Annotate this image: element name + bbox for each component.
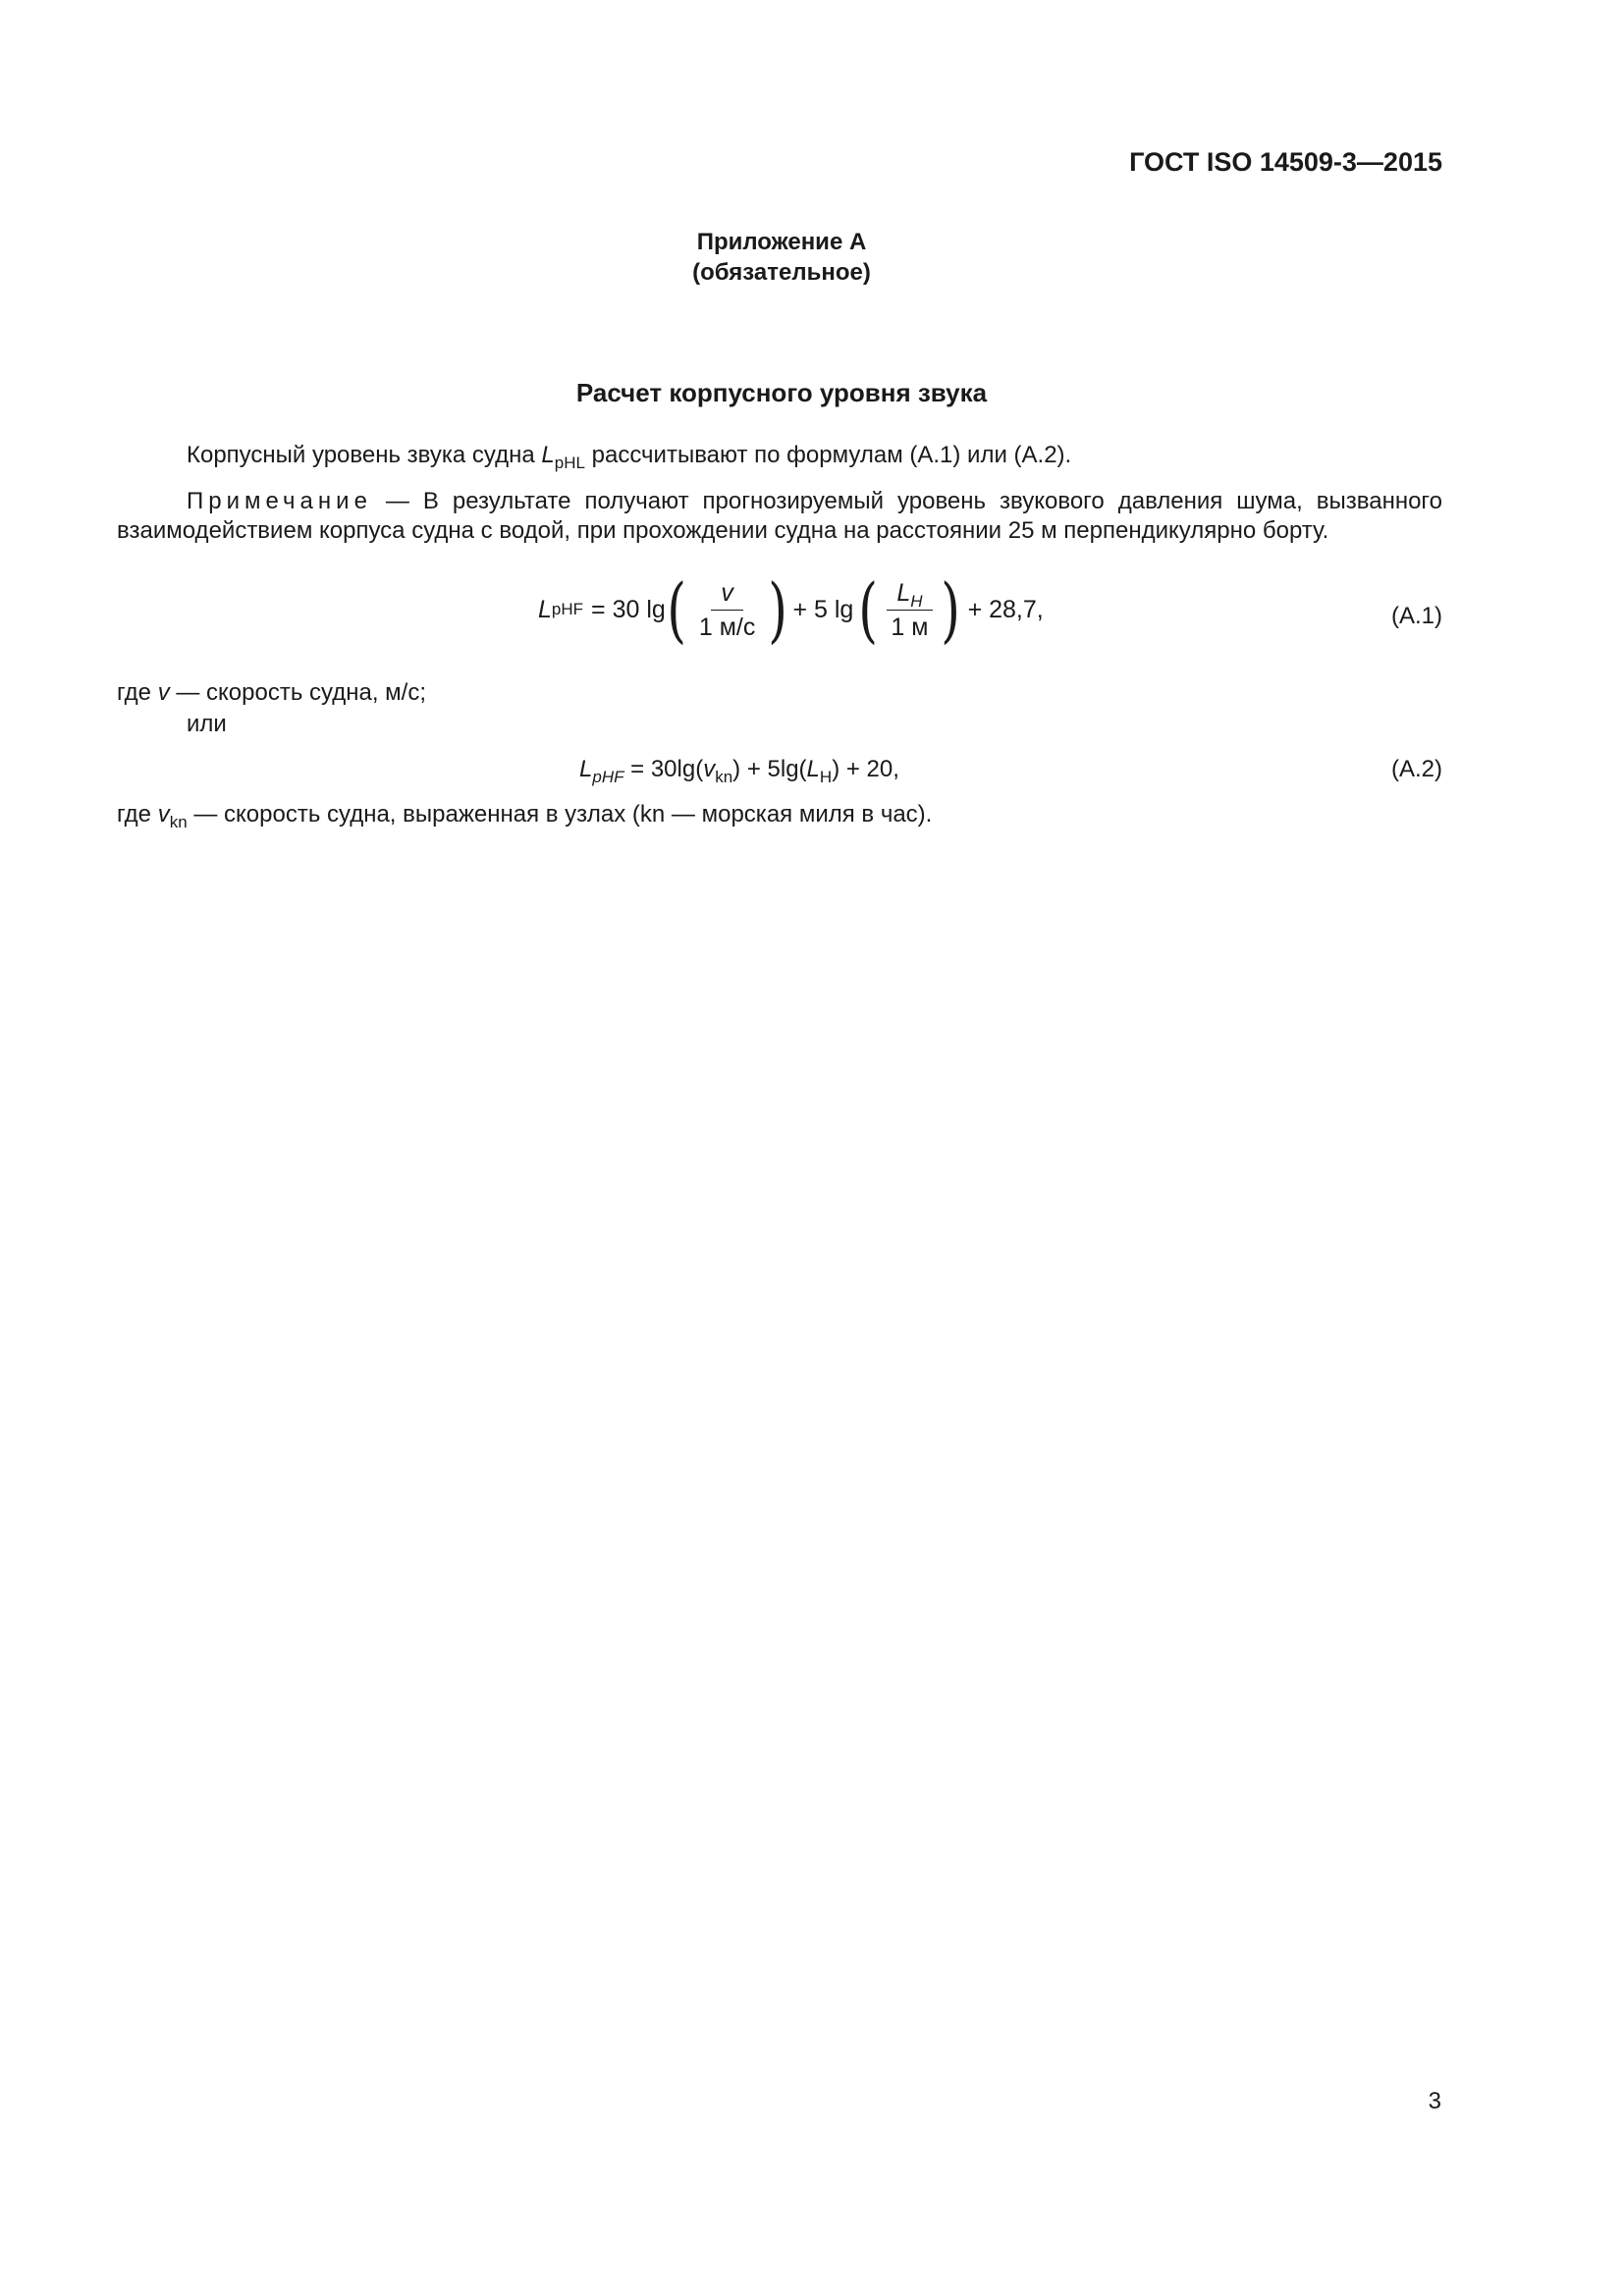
annex-title: Приложение А — [696, 229, 867, 255]
note-text-1: — В результате получают прогнозируемый уровень звукового давления шума, вызванного — [371, 488, 1442, 514]
fraction-numerator-subscript: H — [910, 591, 923, 611]
formula-a1-fraction-length — [883, 579, 936, 641]
formula-a2-var-v: v — [703, 756, 716, 782]
where-prefix: где — [117, 679, 158, 706]
fraction-numerator-v: v — [711, 579, 743, 611]
equation-number-a2: (А.2) — [1390, 756, 1442, 782]
formula-a2-part-2: ) + 5lg( — [732, 756, 807, 782]
note-line-2: взаимодействием корпуса судна с водой, при прохождении судна на расстоянии 25 м перпендикулярно борту. — [117, 517, 1329, 544]
formula-a2-part-3: ) + 20, — [832, 756, 899, 782]
fraction-denominator-ms: 1 м/с — [698, 613, 756, 641]
where2-var-v: v — [157, 801, 170, 828]
section-title: Расчет корпусного уровня звука — [575, 378, 988, 407]
where-var-v: v — [157, 679, 170, 706]
left-paren-icon: ( — [667, 568, 686, 651]
note-line-1 — [187, 488, 1442, 515]
formula-a1-lhs: L — [538, 595, 552, 623]
page-number: 3 — [1428, 2088, 1441, 2114]
formula-a1-coef-30: = 30 lg — [591, 595, 666, 623]
intro-text-before: Корпусный уровень звука судна — [187, 442, 542, 468]
where-speed-text: — скорость судна, м/с; — [169, 679, 426, 706]
formula-a1-fraction-speed — [691, 579, 763, 641]
where-knots — [117, 801, 933, 831]
intro-symbol-subscript: pHL — [554, 454, 585, 472]
formula-a1: L pHF = 30 lg ( $\frac{v}{1 м/с}$ ) + 5 lg ( $\frac{L_H}{1 м}$ ) + 28,7, — [538, 568, 1044, 651]
formula-a1-coef-5: + 5 lg — [792, 595, 854, 623]
fraction-denominator-m: 1 м — [891, 613, 929, 641]
right-paren-icon: ) — [768, 568, 788, 651]
fraction-numerator-lh — [887, 579, 932, 611]
formula-a2-var-l-subscript: H — [819, 768, 833, 786]
right-paren-icon: ) — [941, 568, 961, 651]
left-paren-icon: ( — [858, 568, 879, 651]
where-speed — [117, 679, 426, 707]
formula-a2-var-l: L — [806, 756, 820, 782]
intro-symbol: L — [541, 442, 555, 468]
formula-a1-tail: + 28,7, — [967, 595, 1044, 623]
formula-a2-lhs: L — [579, 756, 593, 782]
fraction-numerator-l: L — [896, 578, 911, 607]
intro-paragraph — [187, 442, 1072, 472]
formula-a2 — [579, 756, 899, 786]
annex-status: (обязательное) — [692, 259, 871, 286]
document-code: ГОСТ ISO 14509-3—2015 — [1129, 147, 1442, 177]
where2-knots-text: — скорость судна, выраженная в узлах (kn — морская миля в час). — [187, 801, 933, 828]
note-label: Примечание — [187, 488, 372, 514]
formula-a2-var-v-subscript: kn — [715, 768, 733, 786]
where2-var-subscript: kn — [169, 813, 188, 831]
where2-prefix: где — [117, 801, 158, 828]
or-connector: или — [187, 711, 227, 737]
formula-a2-lhs-subscript: pHF — [592, 768, 624, 786]
intro-text-after: рассчитывают по формулам (А.1) или (А.2). — [584, 442, 1072, 468]
equation-number-a1: (А.1) — [1390, 603, 1442, 629]
formula-a2-part-1: = 30lg( — [623, 756, 704, 782]
